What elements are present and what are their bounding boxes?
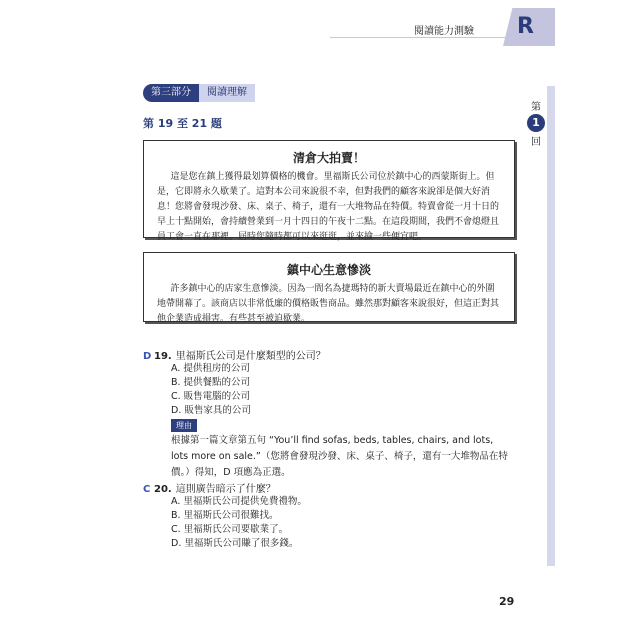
option: B. 里福斯氏公司很難找。 bbox=[171, 510, 279, 521]
question-19 bbox=[143, 347, 326, 418]
option: C. 里福斯氏公司要歇業了。 bbox=[171, 524, 289, 535]
header-title: 閱讀能力測驗 bbox=[414, 26, 474, 37]
ad-box-clearance bbox=[143, 140, 515, 242]
option: C. 販售電腦的公司 bbox=[171, 391, 251, 402]
answer-letter: D bbox=[143, 351, 152, 362]
question-number: 19. bbox=[154, 351, 172, 362]
question-number: 20. bbox=[154, 484, 172, 495]
ad-title: 鎮中心生意慘淡 bbox=[286, 263, 371, 277]
question-text: 里福斯氏公司是什麼類型的公司？ bbox=[175, 351, 326, 362]
question-20 bbox=[143, 480, 307, 551]
option: A. 提供租房的公司 bbox=[171, 363, 250, 374]
side-marker-number: 1 bbox=[527, 114, 545, 132]
reason-label: 理由 bbox=[171, 419, 197, 432]
header-rule bbox=[330, 37, 530, 38]
ad-title: 清倉大拍賣！ bbox=[292, 151, 365, 165]
ad-body: 許多鎮中心的店家生意慘淡。因為一間名為捷瑪特的新大賣場最近在鎮中心的外圍地帶開幕了。該商店以非常低廉的價格販售商品。雖然那對顧客來說很好，但這正對其他企業造成損害。有些甚至被迫歇業。 bbox=[157, 284, 500, 324]
side-marker bbox=[527, 98, 545, 148]
ad-body: 這是您在鎮上獲得最划算價格的機會。里福斯氏公司位於鎮中心的西蒙斯街上。但是，它即將永久歇業了。這對本公司來說很不幸，但對我們的顧客來說卻是個大好消息！您將會發現沙發、床、桌子、椅子，還有一大堆物品在特價。特賣會從一月十日的早上十點開始，會持續營業到一月十四日的午夜十二點。在這段期間，我們不會熄燈且員工會一直在那裡。屆時您隨時都可以來逛逛，並來撿一些便宜吧。 bbox=[157, 172, 500, 242]
option: D. 里福斯氏公司賺了很多錢。 bbox=[171, 538, 299, 549]
side-bar bbox=[547, 86, 555, 566]
ad-box-town-center bbox=[143, 252, 515, 322]
page-number: 29 bbox=[499, 595, 515, 608]
header-letter: R bbox=[517, 14, 534, 39]
section-name: 閱讀理解 bbox=[199, 84, 255, 102]
answer-letter: C bbox=[143, 484, 151, 495]
side-marker-top: 第 bbox=[531, 102, 541, 113]
option: A. 里福斯氏公司提供免費禮物。 bbox=[171, 496, 307, 507]
option: D. 販售家具的公司 bbox=[171, 405, 251, 416]
section-tag bbox=[143, 84, 255, 102]
question-range: 第 19 至 21 題 bbox=[143, 117, 222, 130]
question-text: 這則廣告暗示了什麼？ bbox=[175, 484, 276, 495]
section-part: 第三部分 bbox=[143, 84, 199, 102]
option: B. 提供餐點的公司 bbox=[171, 377, 251, 388]
reason-text: 根據第一篇文章第五句 “You’ll find sofas, beds, tables, chairs, and lots, lots more on sale.”（您將會發現沙發、床、桌子、椅子，還有一大堆物品在特價。）得知，D 項應為正選。 bbox=[171, 435, 508, 478]
side-marker-bottom: 回 bbox=[531, 137, 541, 148]
